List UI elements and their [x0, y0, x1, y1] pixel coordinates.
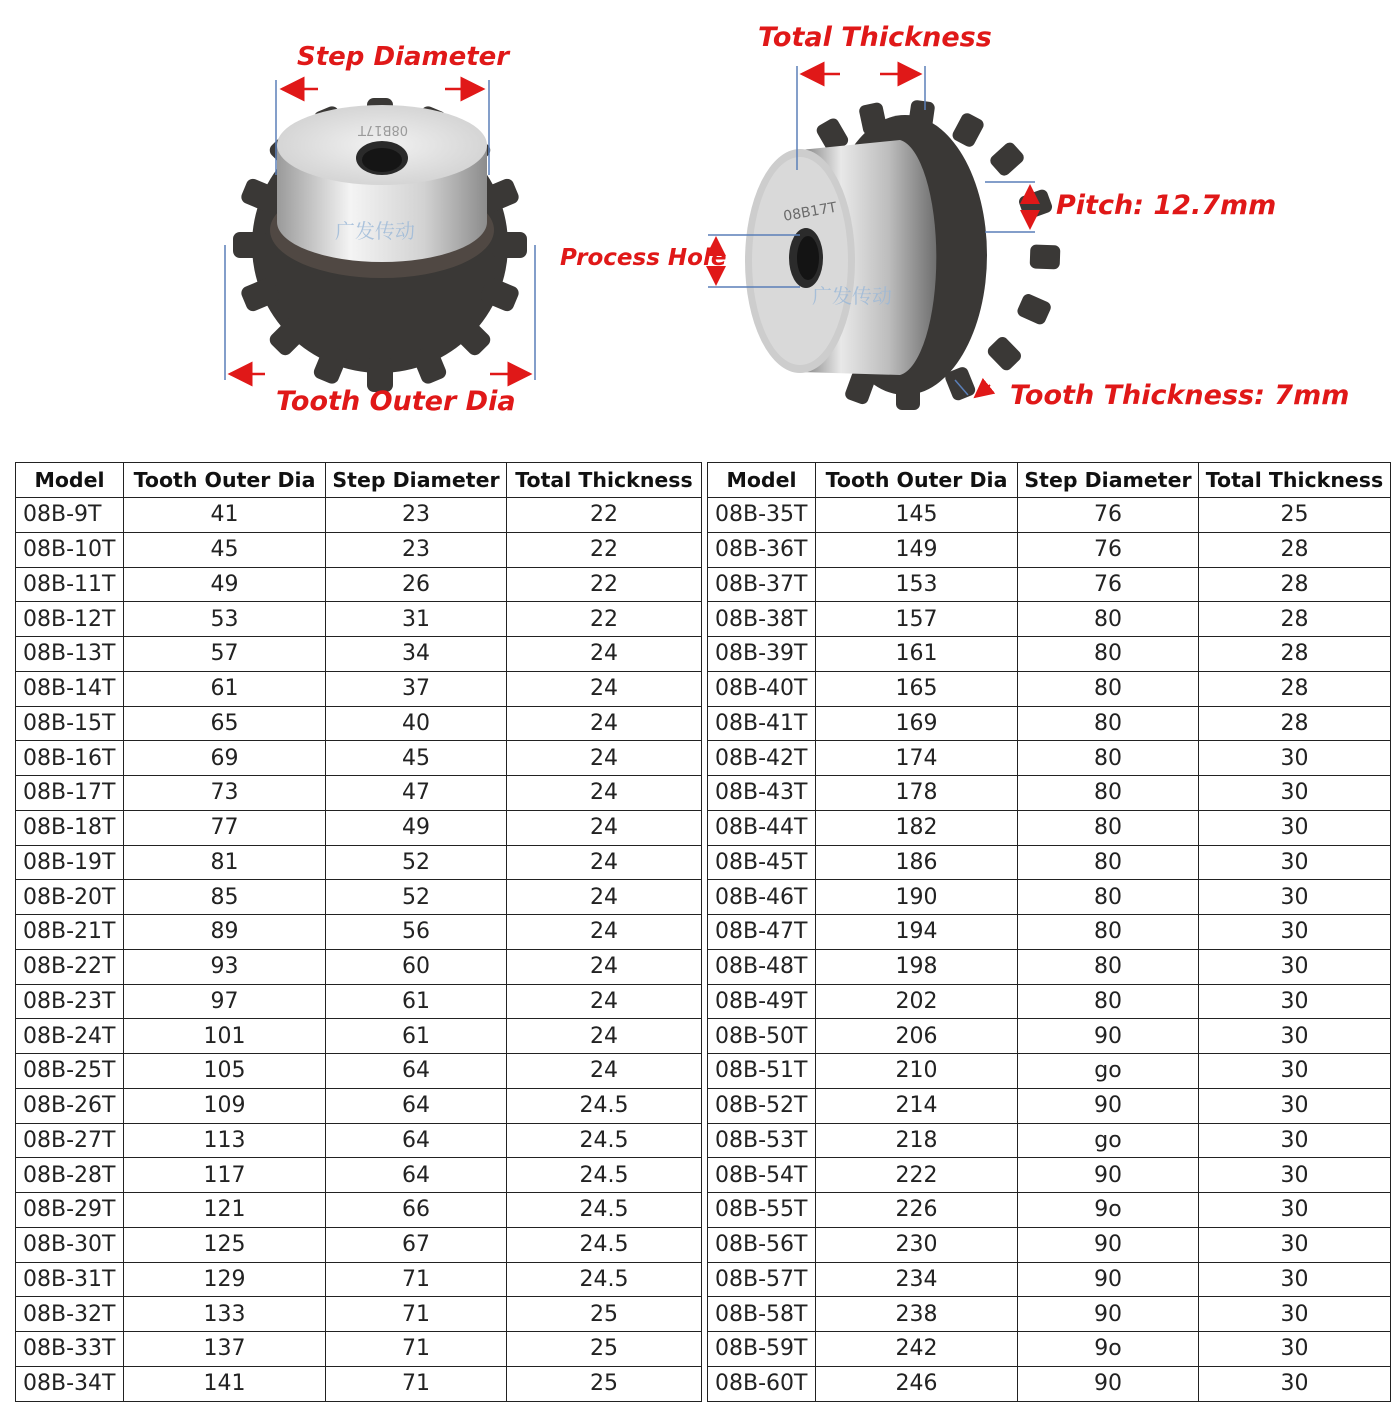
label-tooth-outer-dia: Tooth Outer Dia	[276, 386, 516, 417]
cell-tooth-outer-dia: 61	[124, 671, 326, 706]
cell-model: 08B-48T	[708, 949, 816, 984]
cell-step-diameter: 90	[1018, 1158, 1199, 1193]
cell-step-diameter: 23	[326, 498, 507, 533]
cell-total-thickness: 30	[1199, 1227, 1391, 1262]
cell-model: 08B-12T	[16, 602, 124, 637]
cell-total-thickness: 28	[1199, 602, 1391, 637]
table-header-row	[708, 463, 1391, 498]
cell-model: 08B-10T	[16, 532, 124, 567]
cell-step-diameter: 23	[326, 532, 507, 567]
cell-tooth-outer-dia: 234	[816, 1262, 1018, 1297]
table-row	[16, 915, 702, 950]
cell-model: 08B-55T	[708, 1193, 816, 1228]
cell-model: 08B-44T	[708, 810, 816, 845]
table-row	[16, 1227, 702, 1262]
cell-step-diameter: 80	[1018, 602, 1199, 637]
table-row	[16, 1297, 702, 1332]
table-row	[708, 1366, 1391, 1401]
cell-total-thickness: 24.5	[507, 1123, 702, 1158]
cell-step-diameter: 90	[1018, 1366, 1199, 1401]
header-model: Model	[708, 463, 816, 498]
cell-total-thickness: 24.5	[507, 1158, 702, 1193]
cell-tooth-outer-dia: 214	[816, 1088, 1018, 1123]
cell-model: 08B-54T	[708, 1158, 816, 1193]
cell-step-diameter: 64	[326, 1054, 507, 1089]
table-row	[708, 637, 1391, 672]
cell-tooth-outer-dia: 174	[816, 741, 1018, 776]
cell-model: 08B-49T	[708, 984, 816, 1019]
table-row	[16, 671, 702, 706]
cell-total-thickness: 28	[1199, 637, 1391, 672]
table-row	[16, 1054, 702, 1089]
table-row	[16, 949, 702, 984]
cell-step-diameter: 66	[326, 1193, 507, 1228]
cell-tooth-outer-dia: 222	[816, 1158, 1018, 1193]
cell-tooth-outer-dia: 161	[816, 637, 1018, 672]
cell-step-diameter: 76	[1018, 532, 1199, 567]
cell-tooth-outer-dia: 202	[816, 984, 1018, 1019]
cell-model: 08B-9T	[16, 498, 124, 533]
table-row	[16, 532, 702, 567]
cell-tooth-outer-dia: 73	[124, 776, 326, 811]
header-step-diameter: Step Diameter	[1018, 463, 1199, 498]
cell-step-diameter: 26	[326, 567, 507, 602]
cell-model: 08B-39T	[708, 637, 816, 672]
cell-total-thickness: 22	[507, 567, 702, 602]
cell-model: 08B-53T	[708, 1123, 816, 1158]
table-row	[708, 1123, 1391, 1158]
table-row	[16, 1262, 702, 1297]
cell-step-diameter: 71	[326, 1366, 507, 1401]
cell-model: 08B-21T	[16, 915, 124, 950]
cell-step-diameter: 80	[1018, 915, 1199, 950]
cell-tooth-outer-dia: 105	[124, 1054, 326, 1089]
cell-model: 08B-22T	[16, 949, 124, 984]
label-total-thickness: Total Thickness	[758, 22, 992, 53]
cell-total-thickness: 28	[1199, 671, 1391, 706]
cell-step-diameter: 60	[326, 949, 507, 984]
header-total-thickness: Total Thickness	[1199, 463, 1391, 498]
hub-engraving-text-right: 08B17T	[782, 199, 838, 225]
cell-step-diameter: 61	[326, 984, 507, 1019]
cell-total-thickness: 24	[507, 880, 702, 915]
cell-total-thickness: 24	[507, 1019, 702, 1054]
cell-tooth-outer-dia: 169	[816, 706, 1018, 741]
cell-tooth-outer-dia: 226	[816, 1193, 1018, 1228]
cell-total-thickness: 30	[1199, 1123, 1391, 1158]
cell-total-thickness: 30	[1199, 1366, 1391, 1401]
hub-engraving-text: 08B17T	[358, 122, 408, 137]
cell-tooth-outer-dia: 53	[124, 602, 326, 637]
cell-total-thickness: 28	[1199, 532, 1391, 567]
cell-step-diameter: 52	[326, 845, 507, 880]
cell-step-diameter: 52	[326, 880, 507, 915]
cell-step-diameter: 90	[1018, 1227, 1199, 1262]
table-row	[708, 1262, 1391, 1297]
cell-model: 08B-11T	[16, 567, 124, 602]
cell-tooth-outer-dia: 97	[124, 984, 326, 1019]
cell-tooth-outer-dia: 45	[124, 532, 326, 567]
cell-tooth-outer-dia: 101	[124, 1019, 326, 1054]
table-row	[708, 1054, 1391, 1089]
table-row	[16, 845, 702, 880]
cell-total-thickness: 25	[507, 1366, 702, 1401]
spec-table-left-body	[16, 498, 702, 1402]
cell-total-thickness: 30	[1199, 915, 1391, 950]
cell-step-diameter: 45	[326, 741, 507, 776]
cell-step-diameter: 80	[1018, 671, 1199, 706]
brand-watermark-right: 广发传动	[812, 284, 892, 308]
cell-step-diameter: 34	[326, 637, 507, 672]
cell-tooth-outer-dia: 165	[816, 671, 1018, 706]
cell-total-thickness: 24.5	[507, 1262, 702, 1297]
cell-total-thickness: 28	[1199, 567, 1391, 602]
cell-step-diameter: 47	[326, 776, 507, 811]
cell-step-diameter: 80	[1018, 949, 1199, 984]
cell-total-thickness: 30	[1199, 1158, 1391, 1193]
table-row	[16, 1366, 702, 1401]
cell-step-diameter: 80	[1018, 810, 1199, 845]
cell-step-diameter: 76	[1018, 498, 1199, 533]
cell-tooth-outer-dia: 190	[816, 880, 1018, 915]
cell-model: 08B-50T	[708, 1019, 816, 1054]
header-step-diameter: Step Diameter	[326, 463, 507, 498]
table-row	[16, 1088, 702, 1123]
table-row	[16, 706, 702, 741]
table-row	[708, 915, 1391, 950]
cell-model: 08B-20T	[16, 880, 124, 915]
cell-step-diameter: 80	[1018, 880, 1199, 915]
cell-model: 08B-46T	[708, 880, 816, 915]
cell-total-thickness: 28	[1199, 706, 1391, 741]
cell-model: 08B-14T	[16, 671, 124, 706]
table-row	[708, 1088, 1391, 1123]
cell-tooth-outer-dia: 129	[124, 1262, 326, 1297]
tooth-thickness-arrow	[975, 385, 990, 397]
table-row	[16, 741, 702, 776]
cell-total-thickness: 30	[1199, 1054, 1391, 1089]
cell-step-diameter: 64	[326, 1123, 507, 1158]
cell-model: 08B-27T	[16, 1123, 124, 1158]
cell-step-diameter: 90	[1018, 1019, 1199, 1054]
cell-total-thickness: 30	[1199, 1019, 1391, 1054]
table-header-row	[16, 463, 702, 498]
table-row	[708, 602, 1391, 637]
cell-total-thickness: 24	[507, 706, 702, 741]
cell-tooth-outer-dia: 238	[816, 1297, 1018, 1332]
right-sprocket-hub	[745, 140, 936, 375]
cell-step-diameter: 61	[326, 1019, 507, 1054]
cell-tooth-outer-dia: 145	[816, 498, 1018, 533]
cell-step-diameter: 49	[326, 810, 507, 845]
table-row	[708, 1019, 1391, 1054]
table-row	[16, 637, 702, 672]
cell-model: 08B-18T	[16, 810, 124, 845]
cell-step-diameter: 40	[326, 706, 507, 741]
table-row	[16, 810, 702, 845]
cell-total-thickness: 24	[507, 1054, 702, 1089]
cell-step-diameter: 80	[1018, 776, 1199, 811]
table-row	[708, 880, 1391, 915]
table-row	[708, 1297, 1391, 1332]
cell-tooth-outer-dia: 186	[816, 845, 1018, 880]
cell-model: 08B-58T	[708, 1297, 816, 1332]
spec-table-right-body	[708, 498, 1391, 1402]
table-row	[708, 1193, 1391, 1228]
cell-model: 08B-57T	[708, 1262, 816, 1297]
cell-total-thickness: 25	[507, 1297, 702, 1332]
cell-model: 08B-47T	[708, 915, 816, 950]
cell-tooth-outer-dia: 149	[816, 532, 1018, 567]
cell-total-thickness: 30	[1199, 741, 1391, 776]
cell-model: 08B-37T	[708, 567, 816, 602]
cell-model: 08B-16T	[16, 741, 124, 776]
cell-total-thickness: 24	[507, 671, 702, 706]
cell-step-diameter: 64	[326, 1088, 507, 1123]
cell-model: 08B-35T	[708, 498, 816, 533]
cell-tooth-outer-dia: 125	[124, 1227, 326, 1262]
cell-model: 08B-34T	[16, 1366, 124, 1401]
cell-tooth-outer-dia: 133	[124, 1297, 326, 1332]
table-row	[708, 532, 1391, 567]
cell-total-thickness: 24.5	[507, 1193, 702, 1228]
cell-model: 08B-45T	[708, 845, 816, 880]
header-model: Model	[16, 463, 124, 498]
cell-step-diameter: 90	[1018, 1088, 1199, 1123]
cell-step-diameter: 80	[1018, 637, 1199, 672]
cell-tooth-outer-dia: 41	[124, 498, 326, 533]
cell-step-diameter: 56	[326, 915, 507, 950]
cell-tooth-outer-dia: 218	[816, 1123, 1018, 1158]
cell-tooth-outer-dia: 49	[124, 567, 326, 602]
cell-tooth-outer-dia: 109	[124, 1088, 326, 1123]
cell-model: 08B-19T	[16, 845, 124, 880]
cell-tooth-outer-dia: 210	[816, 1054, 1018, 1089]
cell-tooth-outer-dia: 194	[816, 915, 1018, 950]
label-pitch: Pitch: 12.7mm	[1056, 190, 1277, 221]
cell-tooth-outer-dia: 141	[124, 1366, 326, 1401]
cell-tooth-outer-dia: 57	[124, 637, 326, 672]
cell-tooth-outer-dia: 242	[816, 1332, 1018, 1367]
spec-table-left	[15, 462, 702, 1402]
cell-total-thickness: 24	[507, 845, 702, 880]
table-row	[16, 1193, 702, 1228]
cell-total-thickness: 30	[1199, 845, 1391, 880]
cell-tooth-outer-dia: 81	[124, 845, 326, 880]
table-row	[708, 776, 1391, 811]
cell-step-diameter: 64	[326, 1158, 507, 1193]
cell-step-diameter: 9o	[1018, 1332, 1199, 1367]
cell-step-diameter: 9o	[1018, 1193, 1199, 1228]
cell-tooth-outer-dia: 157	[816, 602, 1018, 637]
table-row	[708, 810, 1391, 845]
cell-step-diameter: 76	[1018, 567, 1199, 602]
cell-step-diameter: 90	[1018, 1262, 1199, 1297]
cell-total-thickness: 25	[1199, 498, 1391, 533]
table-row	[708, 706, 1391, 741]
spec-table-right	[707, 462, 1391, 1402]
table-row	[708, 567, 1391, 602]
table-row	[16, 498, 702, 533]
sprocket-diagram	[0, 0, 1400, 455]
cell-step-diameter: 80	[1018, 845, 1199, 880]
cell-total-thickness: 30	[1199, 1193, 1391, 1228]
cell-total-thickness: 30	[1199, 1262, 1391, 1297]
cell-total-thickness: 24	[507, 810, 702, 845]
cell-tooth-outer-dia: 85	[124, 880, 326, 915]
cell-model: 08B-51T	[708, 1054, 816, 1089]
cell-total-thickness: 24.5	[507, 1088, 702, 1123]
cell-model: 08B-28T	[16, 1158, 124, 1193]
table-row	[16, 776, 702, 811]
table-row	[16, 880, 702, 915]
table-row	[708, 498, 1391, 533]
label-step-diameter: Step Diameter	[297, 42, 510, 72]
cell-tooth-outer-dia: 198	[816, 949, 1018, 984]
table-row	[708, 845, 1391, 880]
cell-total-thickness: 22	[507, 532, 702, 567]
header-tooth-outer-dia: Tooth Outer Dia	[124, 463, 326, 498]
cell-total-thickness: 24	[507, 915, 702, 950]
cell-tooth-outer-dia: 113	[124, 1123, 326, 1158]
cell-total-thickness: 22	[507, 602, 702, 637]
cell-step-diameter: 80	[1018, 706, 1199, 741]
cell-total-thickness: 30	[1199, 1297, 1391, 1332]
cell-total-thickness: 30	[1199, 1088, 1391, 1123]
cell-total-thickness: 25	[507, 1332, 702, 1367]
cell-total-thickness: 24	[507, 949, 702, 984]
cell-tooth-outer-dia: 121	[124, 1193, 326, 1228]
cell-step-diameter: 71	[326, 1297, 507, 1332]
cell-model: 08B-15T	[16, 706, 124, 741]
cell-step-diameter: go	[1018, 1123, 1199, 1158]
table-row	[16, 1158, 702, 1193]
cell-total-thickness: 30	[1199, 880, 1391, 915]
cell-model: 08B-13T	[16, 637, 124, 672]
table-row	[16, 1332, 702, 1367]
cell-total-thickness: 24	[507, 984, 702, 1019]
cell-total-thickness: 24.5	[507, 1227, 702, 1262]
cell-total-thickness: 30	[1199, 984, 1391, 1019]
cell-total-thickness: 30	[1199, 949, 1391, 984]
cell-total-thickness: 22	[507, 498, 702, 533]
cell-tooth-outer-dia: 93	[124, 949, 326, 984]
cell-tooth-outer-dia: 230	[816, 1227, 1018, 1262]
cell-step-diameter: 67	[326, 1227, 507, 1262]
cell-model: 08B-52T	[708, 1088, 816, 1123]
table-row	[16, 1019, 702, 1054]
cell-step-diameter: 71	[326, 1262, 507, 1297]
cell-tooth-outer-dia: 246	[816, 1366, 1018, 1401]
cell-total-thickness: 24	[507, 741, 702, 776]
cell-tooth-outer-dia: 137	[124, 1332, 326, 1367]
cell-tooth-outer-dia: 89	[124, 915, 326, 950]
cell-model: 08B-33T	[16, 1332, 124, 1367]
cell-tooth-outer-dia: 77	[124, 810, 326, 845]
table-row	[16, 984, 702, 1019]
cell-model: 08B-40T	[708, 671, 816, 706]
table-row	[708, 741, 1391, 776]
cell-model: 08B-56T	[708, 1227, 816, 1262]
cell-step-diameter: 71	[326, 1332, 507, 1367]
cell-model: 08B-59T	[708, 1332, 816, 1367]
cell-model: 08B-42T	[708, 741, 816, 776]
header-tooth-outer-dia: Tooth Outer Dia	[816, 463, 1018, 498]
cell-model: 08B-29T	[16, 1193, 124, 1228]
cell-model: 08B-36T	[708, 532, 816, 567]
cell-step-diameter: 80	[1018, 741, 1199, 776]
cell-model: 08B-24T	[16, 1019, 124, 1054]
cell-model: 08B-17T	[16, 776, 124, 811]
header-total-thickness: Total Thickness	[507, 463, 702, 498]
cell-model: 08B-60T	[708, 1366, 816, 1401]
cell-model: 08B-30T	[16, 1227, 124, 1262]
table-row	[708, 1227, 1391, 1262]
cell-model: 08B-32T	[16, 1297, 124, 1332]
cell-step-diameter: go	[1018, 1054, 1199, 1089]
label-tooth-thickness: Tooth Thickness: 7mm	[1010, 380, 1350, 411]
brand-watermark-left: 广发传动	[335, 219, 415, 243]
cell-model: 08B-25T	[16, 1054, 124, 1089]
cell-model: 08B-31T	[16, 1262, 124, 1297]
table-row	[708, 984, 1391, 1019]
cell-tooth-outer-dia: 206	[816, 1019, 1018, 1054]
cell-total-thickness: 24	[507, 776, 702, 811]
cell-model: 08B-43T	[708, 776, 816, 811]
cell-total-thickness: 30	[1199, 810, 1391, 845]
cell-tooth-outer-dia: 182	[816, 810, 1018, 845]
table-row	[708, 1158, 1391, 1193]
cell-step-diameter: 90	[1018, 1297, 1199, 1332]
cell-total-thickness: 24	[507, 637, 702, 672]
table-row	[16, 567, 702, 602]
cell-step-diameter: 80	[1018, 984, 1199, 1019]
cell-step-diameter: 31	[326, 602, 507, 637]
table-row	[708, 949, 1391, 984]
left-sprocket-hub	[277, 105, 487, 262]
table-row	[16, 602, 702, 637]
cell-tooth-outer-dia: 65	[124, 706, 326, 741]
cell-total-thickness: 30	[1199, 1332, 1391, 1367]
cell-model: 08B-38T	[708, 602, 816, 637]
label-process-hole: Process Hole	[560, 245, 727, 271]
table-row	[16, 1123, 702, 1158]
cell-model: 08B-23T	[16, 984, 124, 1019]
cell-tooth-outer-dia: 117	[124, 1158, 326, 1193]
cell-tooth-outer-dia: 69	[124, 741, 326, 776]
cell-model: 08B-41T	[708, 706, 816, 741]
table-row	[708, 671, 1391, 706]
cell-model: 08B-26T	[16, 1088, 124, 1123]
cell-total-thickness: 30	[1199, 776, 1391, 811]
cell-tooth-outer-dia: 153	[816, 567, 1018, 602]
cell-step-diameter: 37	[326, 671, 507, 706]
cell-tooth-outer-dia: 178	[816, 776, 1018, 811]
table-row	[708, 1332, 1391, 1367]
